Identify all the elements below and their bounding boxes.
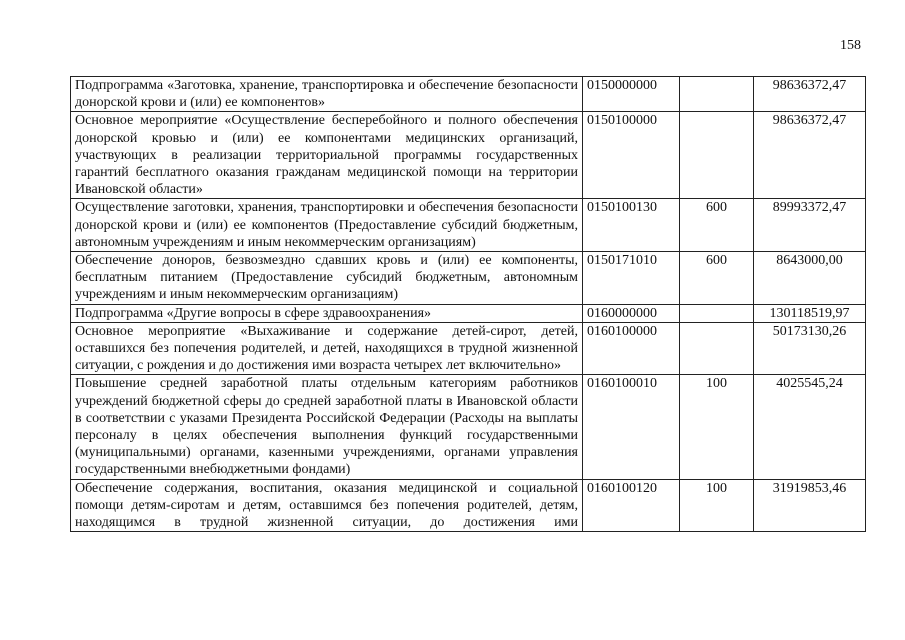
row-sum: 31919853,46 [754, 479, 866, 532]
row-sum: 89993372,47 [754, 199, 866, 252]
table-row [71, 479, 866, 532]
table-row [71, 199, 866, 252]
page-number: 158 [840, 38, 861, 53]
table-row [71, 252, 866, 305]
row-sum: 98636372,47 [754, 112, 866, 199]
row-code: 0160100000 [583, 322, 680, 375]
row-code: 0160100010 [583, 375, 680, 479]
row-code: 0150000000 [583, 77, 680, 112]
row-sum: 8643000,00 [754, 252, 866, 305]
table-row [71, 112, 866, 199]
row-name: Повышение средней заработной платы отдельным категориям работников учреждений бюджетной сферы до средней заработной платы в Ивановской области в соответствии с указами Президента Российской Федерации (Расходы на выплаты персоналу в целях обеспечения выполнения функций государственными (муниципальными) органами, казенными учреждениями, органами управления государственными внебюджетными фондами) [71, 375, 583, 479]
table-row [71, 375, 866, 479]
table-row [71, 304, 866, 322]
row-name: Подпрограмма «Заготовка, хранение, транспортировка и обеспечение безопасности донорской крови и (или) ее компонентов» [71, 77, 583, 112]
row-sum: 4025545,24 [754, 375, 866, 479]
row-name: Осуществление заготовки, хранения, транспортировки и обеспечения безопасности донорской крови и (или) ее компонентов (Предоставление субсидий бюджетным, автономным учреждениям и иным некоммерческим организациям) [71, 199, 583, 252]
budget-table [70, 76, 866, 532]
row-expense-type [680, 304, 754, 322]
row-name: Обеспечение доноров, безвозмездно сдавших кровь и (или) ее компоненты, бесплатным питанием (Предоставление субсидий бюджетным, автономным учреждениям и иным некоммерческим организациям) [71, 252, 583, 305]
row-expense-type: 100 [680, 479, 754, 532]
row-code: 0150100000 [583, 112, 680, 199]
row-name: Основное мероприятие «Выхаживание и содержание детей-сирот, детей, оставшихся без попечения родителей, и детей, находящихся в трудной жизненной ситуации, с рождения и до достижения ими возраста четырех лет включительно» [71, 322, 583, 375]
row-code: 0150171010 [583, 252, 680, 305]
row-sum: 50173130,26 [754, 322, 866, 375]
row-expense-type: 600 [680, 199, 754, 252]
row-code: 0160000000 [583, 304, 680, 322]
row-code: 0160100120 [583, 479, 680, 532]
row-name: Подпрограмма «Другие вопросы в сфере здравоохранения» [71, 304, 583, 322]
row-expense-type: 600 [680, 252, 754, 305]
table-row [71, 322, 866, 375]
row-code: 0150100130 [583, 199, 680, 252]
row-expense-type: 100 [680, 375, 754, 479]
row-name: Обеспечение содержания, воспитания, оказания медицинской и социальной помощи детям-сиротам и детям, оставшимся без попечения родителей, детям, находящимся в трудной жизненной ситуации, до достижения ими [71, 479, 583, 532]
row-expense-type [680, 322, 754, 375]
row-name: Основное мероприятие «Осуществление бесперебойного и полного обеспечения донорской кровью и (или) ее компонентами медицинских организаций, участвующих в реализации территориальной программы государственных гарантий бесплатного оказания гражданам медицинской помощи на территории Ивановской области» [71, 112, 583, 199]
row-sum: 130118519,97 [754, 304, 866, 322]
row-sum: 98636372,47 [754, 77, 866, 112]
table-row [71, 77, 866, 112]
row-expense-type [680, 77, 754, 112]
row-expense-type [680, 112, 754, 199]
